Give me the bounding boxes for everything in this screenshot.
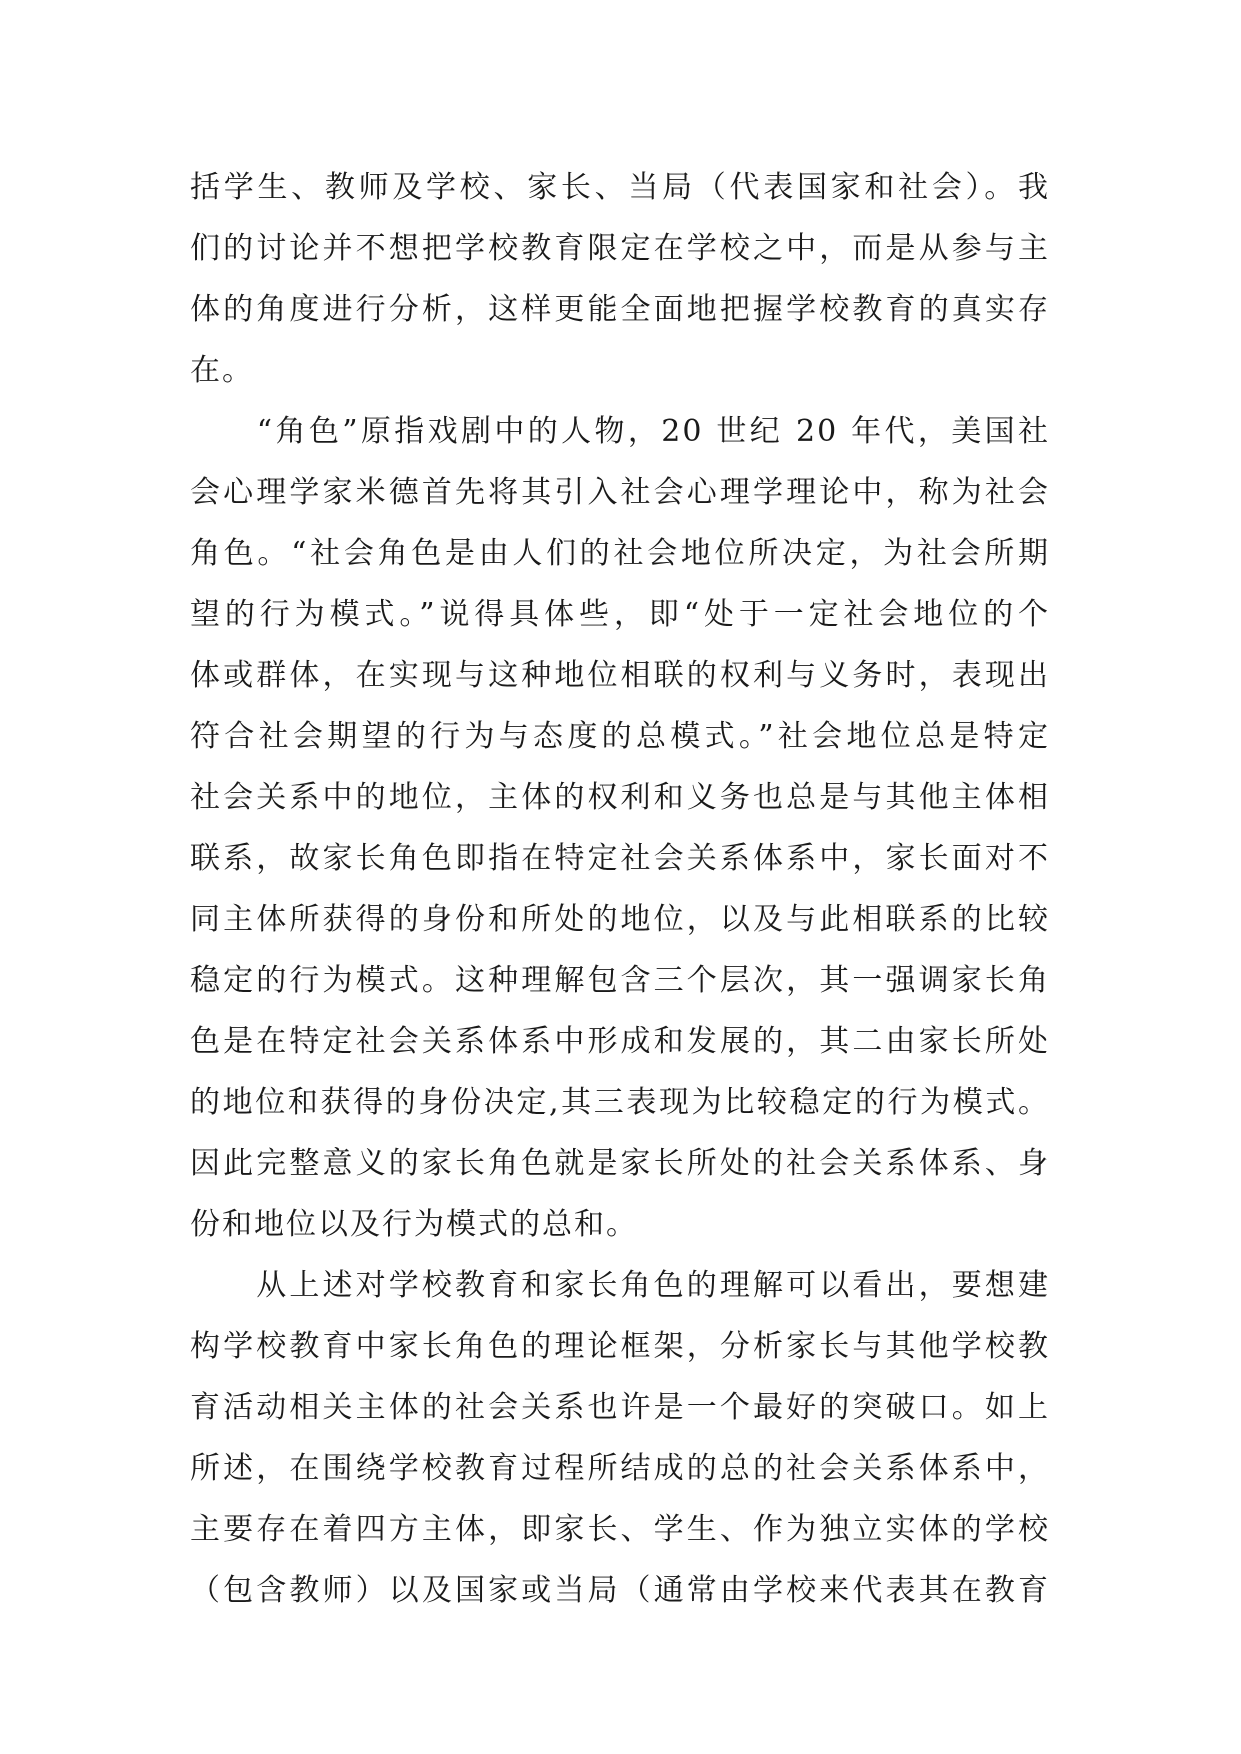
- paragraph-1: [190, 157, 1050, 401]
- text-line: 所述，在围绕学校教育过程所结成的总的社会关系体系中，: [190, 1451, 1050, 1486]
- text-line: 在。: [190, 353, 254, 388]
- text-line: 符合社会期望的行为与态度的总模式。”社会地位总是特定: [190, 719, 1050, 754]
- text-line: 同主体所获得的身份和所处的地位，以及与此相联系的比较: [190, 902, 1050, 937]
- text-line: 望的行为模式。”说得具体些，即“处于一定社会地位的个: [190, 597, 1050, 632]
- text-line: 主要存在着四方主体，即家长、学生、作为独立实体的学校: [190, 1512, 1050, 1547]
- text-line: 稳定的行为模式。这种理解包含三个层次，其一强调家长角: [190, 963, 1050, 998]
- paragraph-2: [190, 401, 1050, 1255]
- text-line: “角色”原指戏剧中的人物，20 世纪 20 年代，美国社: [190, 414, 1050, 449]
- text-line: 育活动相关主体的社会关系也许是一个最好的突破口。如上: [190, 1390, 1050, 1425]
- body-text: [190, 157, 1050, 1621]
- text-line: 角色。“社会角色是由人们的社会地位所决定，为社会所期: [190, 536, 1050, 571]
- text-line: 的地位和获得的身份决定,其三表现为比较稳定的行为模式。: [190, 1085, 1050, 1120]
- text-line: 因此完整意义的家长角色就是家长所处的社会关系体系、身: [190, 1146, 1050, 1181]
- text-line: 们的讨论并不想把学校教育限定在学校之中，而是从参与主: [190, 231, 1050, 266]
- text-line: 括学生、教师及学校、家长、当局（代表国家和社会）。我: [190, 170, 1050, 205]
- text-line: 体或群体，在实现与这种地位相联的权利与义务时，表现出: [190, 658, 1050, 693]
- paragraph-3: [190, 1255, 1050, 1621]
- text-line: 份和地位以及行为模式的总和。: [190, 1207, 638, 1242]
- text-line: 从上述对学校教育和家长角色的理解可以看出，要想建: [190, 1268, 1050, 1303]
- text-line: 联系，故家长角色即指在特定社会关系体系中，家长面对不: [190, 841, 1050, 876]
- text-line: 社会关系中的地位，主体的权利和义务也总是与其他主体相: [190, 780, 1050, 815]
- text-line: 会心理学家米德首先将其引入社会心理学理论中，称为社会: [190, 475, 1050, 510]
- text-line: （包含教师）以及国家或当局（通常由学校来代表其在教育: [190, 1573, 1050, 1608]
- text-line: 色是在特定社会关系体系中形成和发展的，其二由家长所处: [190, 1024, 1050, 1059]
- text-line: 体的角度进行分析，这样更能全面地把握学校教育的真实存: [190, 292, 1050, 327]
- text-line: 构学校教育中家长角色的理论框架，分析家长与其他学校教: [190, 1329, 1050, 1364]
